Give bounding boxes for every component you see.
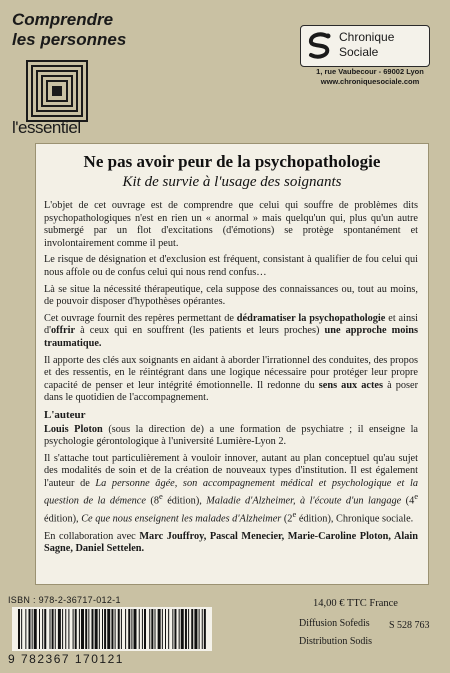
collection-logo-icon	[26, 60, 88, 122]
distribution-label: Distribution Sodis	[299, 636, 373, 647]
description-text	[44, 200, 418, 560]
collaboration-paragraph: En collaboration avec Marc Jouffroy, Pascal Menecier, Marie-Caroline Ploton, Alain Sagne, Daniel Settelen.	[44, 530, 418, 555]
publisher-website: www.chroniquesociale.com	[320, 77, 420, 86]
description-paragraph-1: L'objet de cet ouvrage est de comprendre que celui qui souffre de problèmes dits psychopathologiques n'est en rien un « anormal » mais quelqu'un qui, plus qu'un autre submergé par un flot d'excitations (d'émotions) se protège spontanément et involontairement comme il peut.	[44, 200, 418, 249]
book-title: Ne pas avoir peur de la psychopathologie	[83, 152, 381, 171]
description-paragraph-2: Le risque de désignation et d'exclusion est fréquent, consistant à qualifier de fou celui qui nous affole ou de confus celui qui nous rend confus…	[44, 254, 418, 278]
description-paragraph-3: Là se situe la nécessité thérapeutique, cela suppose des connaissances ou, tout au moins, de pouvoir disposer d'hypothèses opérantes.	[44, 283, 418, 308]
series-line-2: les personnes	[12, 30, 127, 49]
author-paragraph-1: Louis Ploton (sous la direction de) a une formation de psychiatre ; il enseigne la psychologie gérontologique à l'université Lumière-Lyon 2.	[44, 423, 418, 448]
barcode-block	[8, 595, 228, 670]
barcode-icon	[12, 607, 212, 651]
barcode-digits: 9 782367 170121	[8, 652, 124, 666]
author-heading: L'auteur	[44, 408, 86, 421]
author-name: Louis Ploton	[44, 423, 103, 435]
publisher-street: 1, rue Vaubecour - 69002 Lyon	[316, 67, 424, 76]
description-paragraph-5: Il apporte des clés aux soignants en aidant à aborder l'irrationnel des conduites, des propos et des ressentis, en le réintégrant dans une logique nécessaire pour protéger leur propre capacité de penser et leur intégrité émotionnelle. Il redonne du sens aux actes à poser dans le quotidien de l'accompagnement.	[44, 354, 419, 404]
back-cover-panel	[35, 143, 429, 585]
price-block	[285, 598, 445, 668]
publisher-name: Chronique Sociale	[339, 30, 395, 59]
reference-code: S 528 763	[389, 620, 430, 631]
publisher-logo	[300, 25, 430, 67]
description-paragraph-4: Cet ouvrage fournit des repères permettant de dédramatiser la psychopathologie et ainsi d'offrir à ceux qui en souffrent (les patients et leurs proches) une approche moins traumatique.	[44, 312, 418, 349]
series-name	[12, 10, 142, 50]
diffusion-label: Diffusion Sofedis	[299, 618, 370, 629]
book-subtitle: Kit de survie à l'usage des soignants	[122, 174, 342, 190]
collection-name: l'essentiel	[12, 118, 81, 137]
price-label: 14,00 € TTC France	[313, 598, 398, 609]
author-paragraph-2: Il s'attache tout particulièrement à vouloir innover, autant au plan conceptuel qu'au sujet des modalités de soin et de la création de nouveaux types d'institution. Il est également l'auteur de La personne âgée, son accompagnement médical et psychologique et la question de la démence (8e édition), Maladie d'Alzheimer, à l'écoute d'un langage (4e édition), Ce que nous enseignent les malades d'Alzheimer (2e édition), Chronique sociale.	[44, 452, 419, 525]
publisher-address	[300, 67, 440, 87]
series-line-1: Comprendre	[12, 10, 114, 29]
publisher-emblem-icon	[307, 32, 333, 60]
isbn-label: ISBN : 978-2-36717-012-1	[8, 595, 121, 605]
